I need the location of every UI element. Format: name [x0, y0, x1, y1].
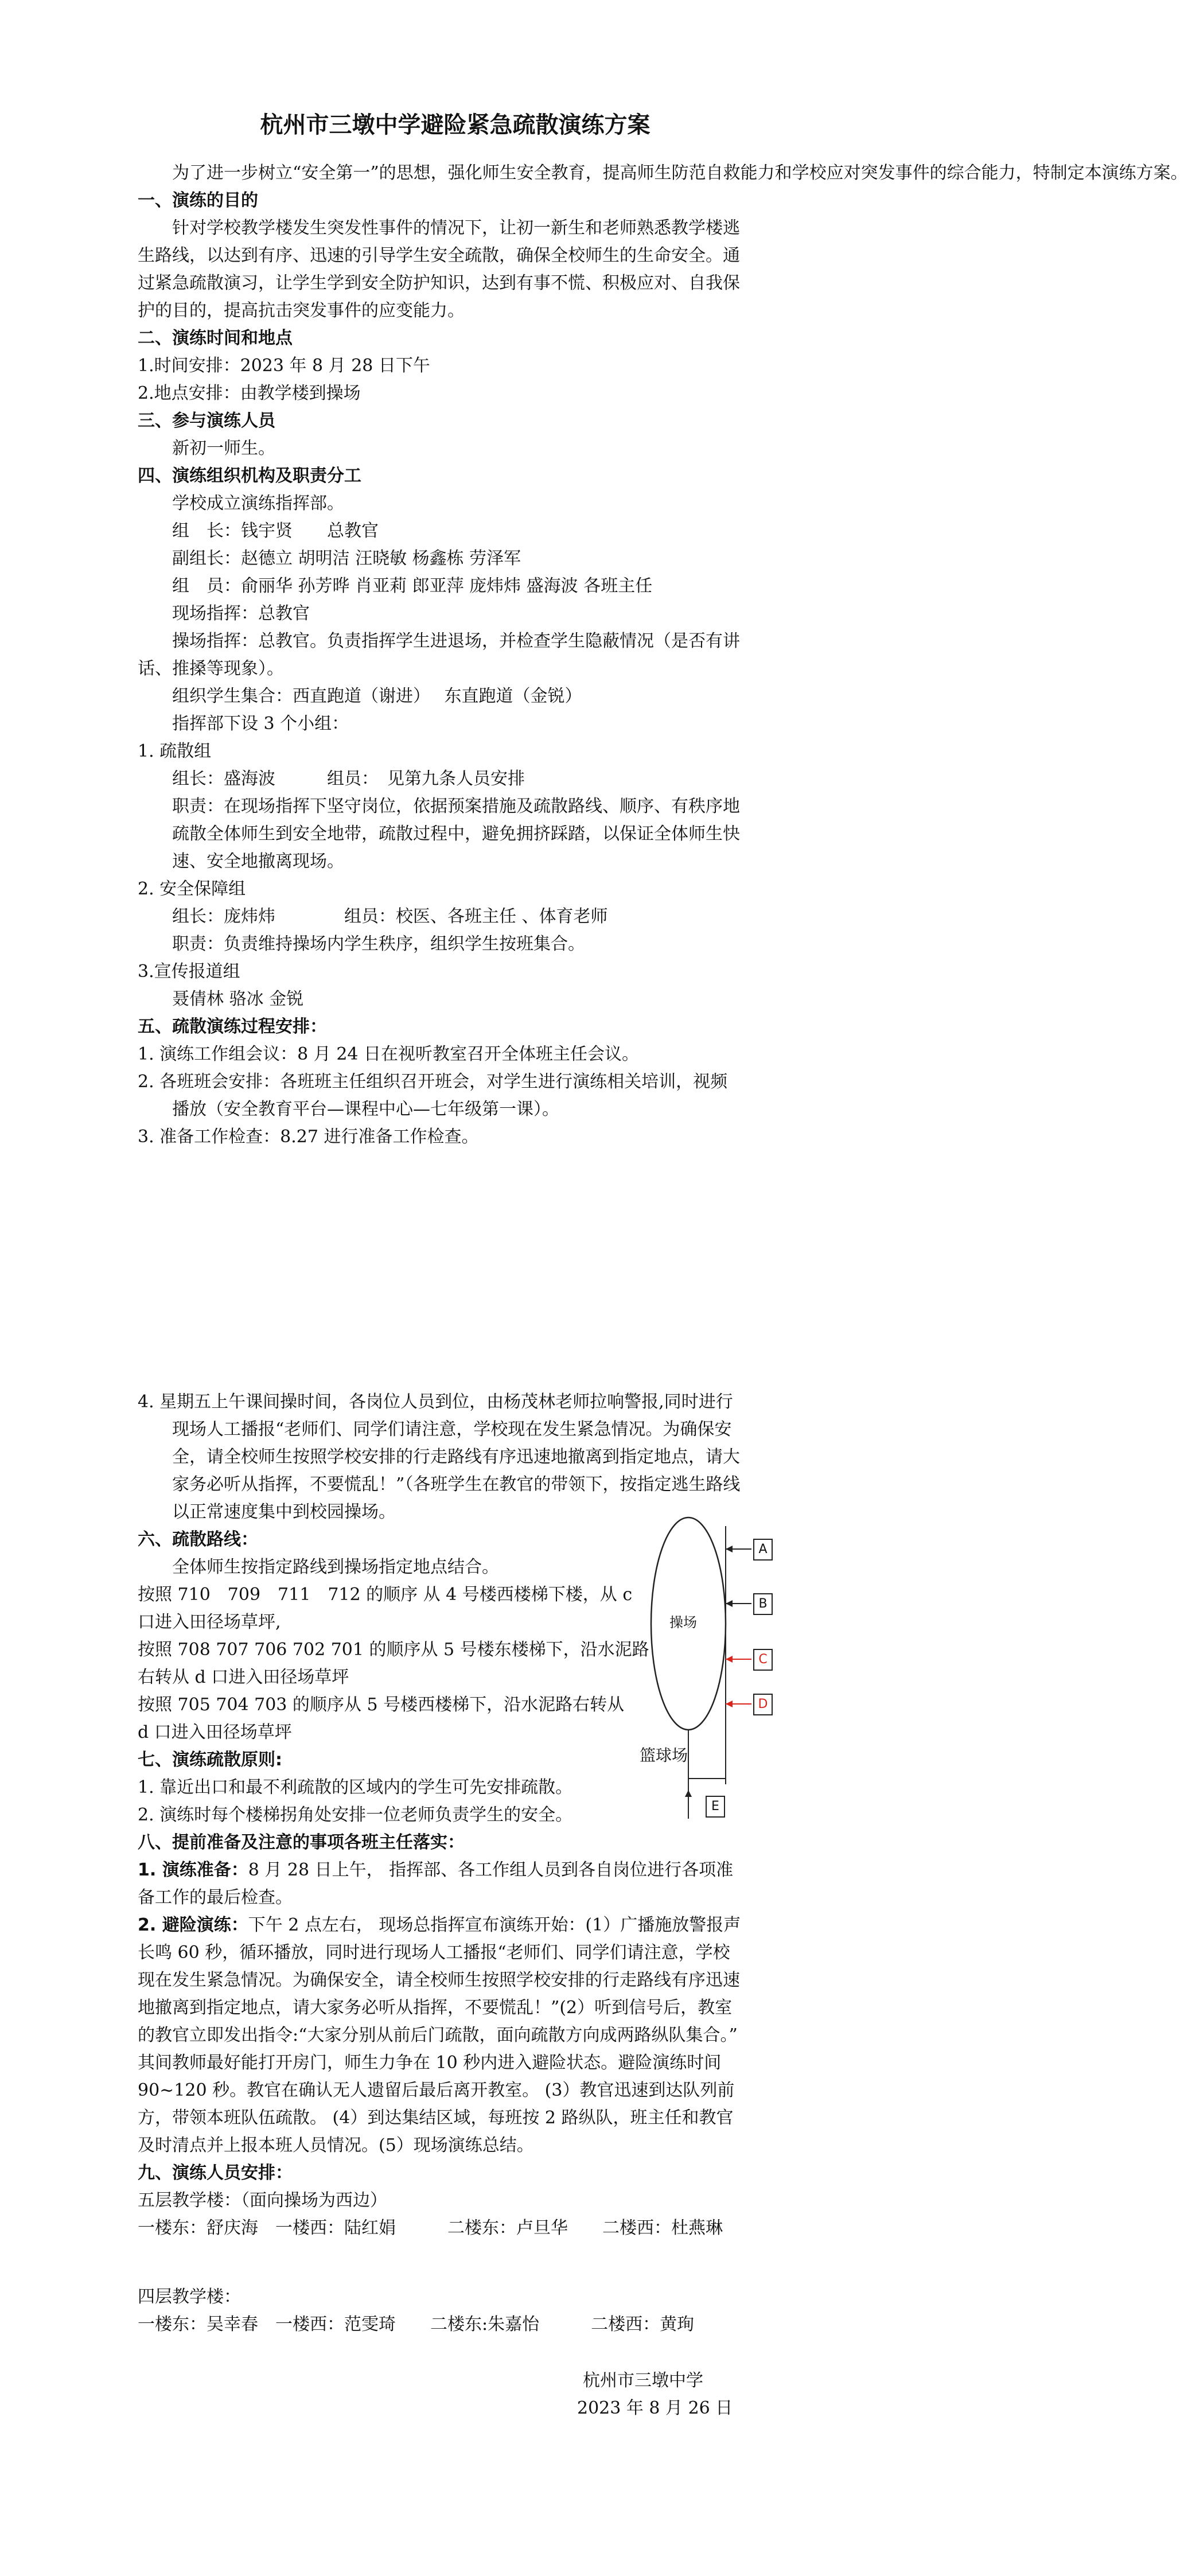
process-item-3: 3. 准备工作检查：8.27 进行准备工作检查。	[138, 1127, 479, 1147]
principle-item-1: 1. 靠近出口和最不利疏散的区域内的学生可先安排疏散。	[138, 1777, 573, 1797]
section-9-heading: 九、演练人员安排：	[138, 2163, 293, 2183]
prep-item-2-cont: 90~120 秒。教官在确认无人遗留后最后离开教室。 (3）教官迅速到达队列前	[138, 2080, 735, 2100]
gate-e-label: E	[706, 1796, 725, 1818]
group-2-leader: 组长：庞炜炜 组员：校医、各班主任 、体育老师	[172, 906, 608, 927]
section-4-heading: 四、演练组织机构及职责分工	[138, 466, 361, 486]
field-commander-cont: 话、推搡等现象）。	[138, 659, 284, 679]
route-line: d 口进入田径场草坪	[138, 1722, 292, 1742]
prep-item-1-text: 8 月 28 日上午， 指挥部、各工作组人员到各自岗位进行各项准	[248, 1860, 734, 1880]
intro-paragraph: 为了进一步树立“安全第一”的思想，强化师生安全教育，提高师生防范自救能力和学校应对突发事件的综合能力，特制定本演练方案。	[172, 163, 1188, 183]
group-2-duty: 职责：负责维持操场内学生秩序，组织学生按班集合。	[172, 934, 585, 954]
section-1-line: 过紧急疏散演习，让学生学到安全防护知识，达到有事不慌、积极应对、自我保	[138, 273, 740, 293]
section-1-line: 护的目的，提高抗击突发事件的应变能力。	[138, 301, 465, 321]
prep-item-1-cont: 备工作的最后检查。	[138, 1888, 293, 1908]
site-commander: 现场指挥：总教官	[172, 604, 310, 624]
section-1-line: 针对学校教学楼发生突发性事件的情况下，让初一新生和老师熟悉教学楼逃	[172, 218, 740, 238]
group-1-duty: 职责：在现场指挥下坚守岗位，依据预案措施及疏散路线、顺序、有秩序地	[172, 796, 740, 816]
prep-item-2-cont: 方，带领本班队伍疏散。 (4）到达集结区域，每班按 2 路纵队，班主任和教官	[138, 2108, 734, 2128]
participants: 新初一师生。	[172, 438, 275, 458]
gate-b-label: B	[753, 1593, 773, 1615]
process-item-2: 2. 各班班会安排：各班班主任组织召开班会，对学生进行演练相关培训，视频	[138, 1072, 728, 1092]
route-line: 按照 705 704 703 的顺序从 5 号楼西楼梯下，沿水泥路右转从	[138, 1695, 625, 1715]
signature-date: 2023 年 8 月 26 日	[577, 2398, 733, 2418]
prep-item-2-cont: 地撤离到指定地点，请大家务必听从指挥，不要慌乱！”(2）听到信号后，教室	[138, 1998, 733, 2018]
gate-a-label: A	[753, 1539, 773, 1561]
building-5-label: 五层教学楼：（面向操场为西边）	[138, 2190, 387, 2211]
process-item-1: 1. 演练工作组会议：8 月 24 日在视听教室召开全体班主任会议。	[138, 1044, 640, 1064]
process-item-4-cont: 以正常速度集中到校园操场。	[172, 1502, 396, 1522]
building-4-label: 四层教学楼：	[138, 2287, 241, 2307]
prep-item-2-cont: 长鸣 60 秒，循环播放，同时进行现场人工播报“老师们、同学们请注意，学校	[138, 1943, 730, 1963]
group-1-title: 1. 疏散组	[138, 741, 212, 761]
section-7-heading: 七、演练疏散原则:	[138, 1750, 282, 1770]
group-1-duty: 速、安全地撤离现场。	[172, 851, 344, 871]
section-1-line: 生路线，以达到有序、迅速的引导学生安全疏散，确保全校师生的生命安全。通	[138, 246, 740, 266]
arrow-head	[726, 1701, 733, 1707]
prep-item-2	[138, 1912, 741, 1939]
prep-item-2-cont: 的教官立即发出指令:“大家分别从前后门疏散，面向疏散方向成两路纵队集合。”	[138, 2025, 738, 2045]
org-members: 组 员：俞丽华 孙芳晔 肖亚莉 郎亚萍 庞炜炜 盛海波 各班主任	[172, 576, 653, 596]
group-1-leader: 组长：盛海波 组员： 见第九条人员安排	[172, 769, 525, 789]
process-item-4-cont: 家务必听从指挥，不要慌乱！”（各班学生在教官的带领下，按指定逃生路线	[172, 1474, 741, 1495]
section-2-heading: 二、演练时间和地点	[138, 328, 293, 348]
prep-item-2-text: 下午 2 点左右， 现场总指挥宣布演练开始：(1）广播施放警报声	[248, 1915, 741, 1935]
signature-org: 杭州市三墩中学	[583, 2371, 703, 2391]
route-line: 按照 710 709 711 712 的顺序 从 4 号楼西楼梯下楼，从 c	[138, 1585, 633, 1605]
prep-item-2-label: 2. 避险演练：	[138, 1915, 248, 1935]
group-1-duty: 疏散全体师生到安全地带，疏散过程中，避免拥挤踩踏，以保证全体师生快	[172, 824, 740, 844]
process-item-4-cont: 现场人工播报“老师们、同学们请注意，学校现在发生紧急情况。为确保安	[172, 1419, 732, 1439]
group-2-title: 2. 安全保障组	[138, 879, 246, 899]
prep-item-2-cont: 现在发生紧急情况。为确保安全，请全校师生按照学校安排的行走路线有序迅速	[138, 1970, 740, 1990]
gate-d-label: D	[753, 1694, 773, 1715]
prep-item-1-label: 1. 演练准备：	[138, 1860, 248, 1880]
prep-item-1	[138, 1857, 733, 1884]
process-item-4: 4. 星期五上午课间操时间，各岗位人员到位，由杨茂林老师拉响警报,同时进行	[138, 1392, 733, 1412]
field-commander: 操场指挥：总教官。负责指挥学生进退场，并检查学生隐蔽情况（是否有讲	[172, 631, 740, 651]
building-5-staff: 一楼东：舒庆海 一楼西：陆红娟 二楼东：卢旦华 二楼西：杜燕琳	[138, 2218, 723, 2238]
section-6-heading: 六、疏散路线：	[138, 1530, 258, 1550]
route-line: 口进入田径场草坪,	[138, 1612, 281, 1632]
time-arrangement: 1.时间安排：2023 年 8 月 28 日下午	[138, 356, 430, 376]
group-3-title: 3.宣传报道组	[138, 962, 240, 982]
process-item-2-cont: 播放（安全教育平台—课程中心—七年级第一课）。	[172, 1099, 559, 1119]
org-leader: 组 长：钱宇贤 总教官	[172, 521, 379, 541]
court-label: 篮球场	[640, 1746, 688, 1765]
section-5-heading: 五、疏散演练过程安排：	[138, 1017, 327, 1037]
section-3-heading: 三、参与演练人员	[138, 411, 275, 431]
group-3-members: 聂倩林 骆冰 金锐	[172, 989, 304, 1009]
route-line: 按照 708 707 706 702 701 的顺序从 5 号楼东楼梯下，沿水泥路	[138, 1640, 649, 1660]
route-line: 右转从 d 口进入田径场草坪	[138, 1667, 349, 1687]
place-arrangement: 2.地点安排：由教学楼到操场	[138, 383, 361, 403]
field-label: 操场	[669, 1614, 697, 1631]
org-line: 学校成立演练指挥部。	[172, 493, 344, 513]
section-1-heading: 一、演练的目的	[138, 190, 258, 211]
building-4-staff: 一楼东：吴幸春 一楼西：范雯琦 二楼东:朱嘉怡 二楼西：黄珣	[138, 2314, 695, 2334]
section-8-heading: 八、提前准备及注意的事项各班主任落实：	[138, 1832, 465, 1853]
gate-c-label: C	[753, 1649, 773, 1671]
principle-item-2: 2. 演练时每个楼梯拐角处安排一位老师负责学生的安全。	[138, 1805, 573, 1825]
org-deputy: 副组长：赵德立 胡明洁 汪晓敏 杨鑫栋 劳泽军	[172, 548, 521, 569]
evacuation-route-diagram	[640, 1515, 777, 1824]
prep-item-2-cont: 及时清点并上报本班人员情况。(5）现场演练总结。	[138, 2135, 534, 2155]
document-title: 杭州市三墩中学避险紧急疏散演练方案	[260, 112, 651, 138]
assembly-line: 组织学生集合：西直跑道（谢进） 东直跑道（金锐）	[172, 686, 582, 706]
route-line: 全体师生按指定路线到操场指定地点结合。	[172, 1557, 499, 1577]
subgroups-intro: 指挥部下设 3 个小组：	[172, 714, 349, 734]
arrow-head	[726, 1546, 733, 1552]
arrow-head	[726, 1656, 733, 1663]
arrow-head	[685, 1790, 692, 1797]
prep-item-2-cont: 其间教师最好能打开房门，师生力争在 10 秒内进入避险状态。避险演练时间	[138, 2053, 722, 2073]
arrow-head	[726, 1600, 733, 1607]
process-item-4-cont: 全，请全校师生按照学校安排的行走路线有序迅速地撤离到指定地点，请大	[172, 1447, 740, 1467]
